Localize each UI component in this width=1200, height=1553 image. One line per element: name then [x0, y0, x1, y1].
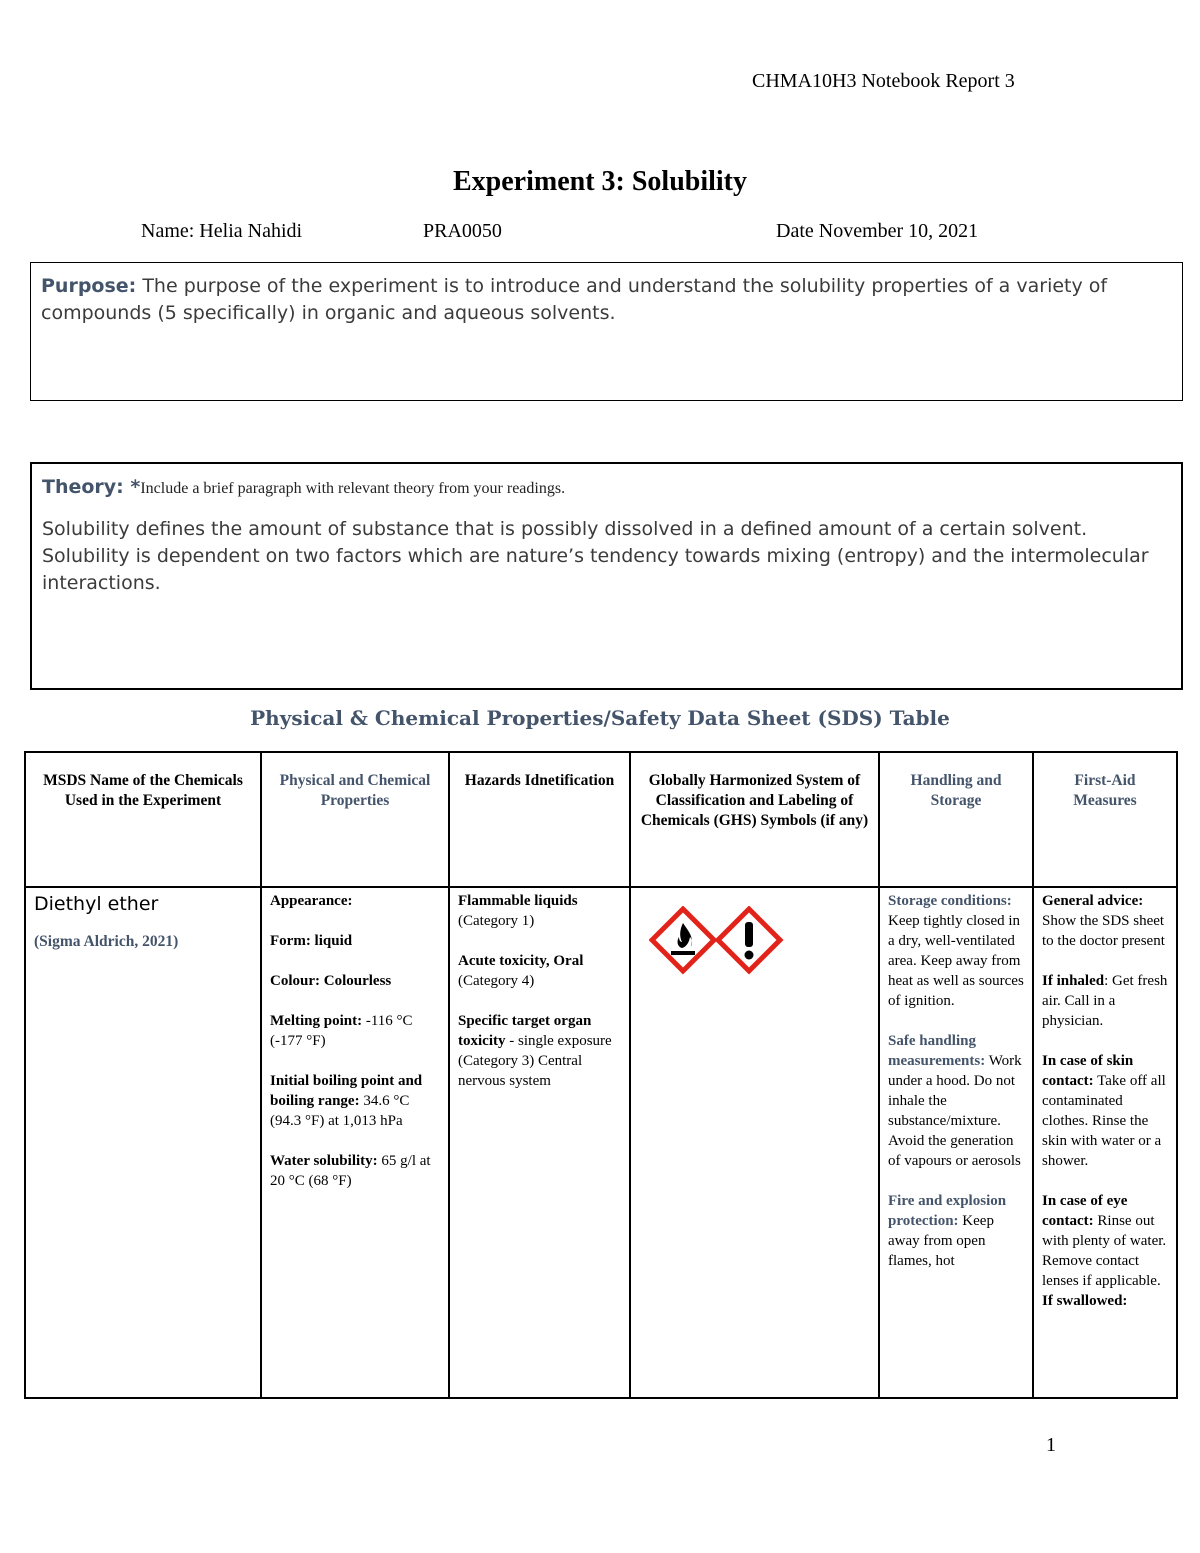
eye-contact: [1042, 1191, 1168, 1291]
header-ghs: Globally Harmonized System of Classification and Labeling of Chemicals (GHS) Symbols (if any): [630, 752, 879, 887]
table-header-row: [25, 752, 1177, 887]
boiling-label: Initial boiling point and boiling range:: [270, 1073, 423, 1109]
student-name: Name: Helia Nahidi: [141, 220, 303, 242]
chemical-name: Diethyl ether: [34, 893, 159, 915]
form-value: Form: liquid: [270, 933, 353, 949]
safe-text: Work under a hood. Do not inhale the substance/mixture. Avoid the generation of vapours or aerosols: [888, 1053, 1022, 1169]
hazard-flammable: [458, 891, 621, 931]
hazard-acute-label: Acute toxicity, Oral: [458, 953, 584, 969]
boiling-point: [270, 1071, 440, 1131]
header-handling: Handling and Storage: [879, 752, 1033, 887]
hazard-organ: [458, 1011, 621, 1091]
fire-protection: [888, 1191, 1024, 1271]
if-swallowed-label: If swallowed:: [1042, 1293, 1128, 1309]
colour-value: Colour: Colourless: [270, 973, 392, 989]
storage-text: Keep tightly closed in a dry, well-ventilated area. Keep away from heat as well as sources of ignition.: [888, 913, 1024, 1009]
citation: (Sigma Aldrich, 2021): [34, 933, 179, 950]
cell-physical: [261, 887, 449, 1398]
hazard-acute: [458, 951, 621, 991]
storage-conditions: [888, 891, 1024, 1011]
table-title: Physical & Chemical Properties/Safety Data Sheet (SDS) Table: [250, 706, 950, 730]
eye-label: In case of eye contact:: [1042, 1193, 1128, 1229]
cell-first-aid: [1033, 887, 1177, 1398]
fire-label: Fire and explosion protection:: [888, 1193, 1007, 1229]
melting-point: [270, 1011, 440, 1051]
ghs-pictograms: [649, 906, 870, 984]
inhaled-label: If inhaled: [1042, 973, 1105, 989]
melting-label: Melting point:: [270, 1013, 363, 1029]
hazard-organ-value: - single exposure (Category 3) Central nervous system: [458, 1033, 612, 1089]
flame-pictogram-icon: [652, 909, 714, 971]
table-row: [25, 887, 1177, 1398]
fire-text: Keep away from open flames, hot: [888, 1213, 994, 1269]
theory-label: Theory: *: [42, 476, 141, 498]
cell-ghs: [630, 887, 879, 1398]
purpose-text: The purpose of the experiment is to introduce and understand the solubility properties of a variety of compounds (5 specifically) in organic and aqueous solvents.: [41, 275, 1108, 324]
sds-table: [24, 751, 1178, 1399]
running-header: CHMA10H3 Notebook Report 3: [752, 70, 1015, 92]
purpose-box: [30, 262, 1183, 401]
section-code: PRA0050: [423, 220, 502, 242]
if-inhaled: [1042, 971, 1168, 1031]
hazard-flammable-value: (Category 1): [458, 913, 535, 929]
skin-label: In case of skin contact:: [1042, 1053, 1134, 1089]
purpose-label: Purpose:: [41, 275, 137, 297]
hazard-flammable-label: Flammable liquids: [458, 893, 578, 909]
header-msds-name: MSDS Name of the Chemicals Used in the Experiment: [25, 752, 261, 887]
skin-contact: [1042, 1051, 1168, 1171]
eye-text: Rinse out with plenty of water. Remove contact lenses if applicable.: [1042, 1213, 1167, 1289]
header-physical: Physical and Chemical Properties: [261, 752, 449, 887]
theory-text: Solubility defines the amount of substance that is possibly dissolved in a defined amount of a certain solvent. Solubility is dependent on two factors which are nature’s tendency towards mixing (entropy) and the intermolecular interactions.: [42, 518, 1149, 594]
safe-handling: [888, 1031, 1024, 1171]
page-number: 1: [1046, 1434, 1056, 1456]
theory-note: Include a brief paragraph with relevant theory from your readings.: [140, 480, 566, 497]
exclamation-pictogram-icon: [718, 909, 780, 971]
general-advice: [1042, 891, 1168, 951]
water-solubility: [270, 1151, 440, 1191]
theory-box: [30, 462, 1183, 690]
cell-chemical: [25, 887, 261, 1398]
skin-text: Take off all contaminated clothes. Rinse the skin with water or a shower.: [1042, 1073, 1166, 1169]
hazard-organ-label: Specific target organ toxicity: [458, 1013, 592, 1049]
melting-value: -116 °C (-177 °F): [270, 1013, 413, 1049]
boiling-value: 34.6 °C (94.3 °F) at 1,013 hPa: [270, 1093, 410, 1129]
report-date: Date November 10, 2021: [776, 220, 979, 242]
water-value: 65 g/l at 20 °C (68 °F): [270, 1153, 431, 1189]
inhaled-text: : Get fresh air. Call in a physician.: [1042, 973, 1168, 1029]
general-label: General advice:: [1042, 893, 1144, 909]
hazard-acute-value: (Category 4): [458, 973, 535, 989]
header-hazards: Hazards Idnetification: [449, 752, 630, 887]
header-first-aid: First-Aid Measures: [1033, 752, 1177, 887]
page-title: Experiment 3: Solubility: [452, 166, 747, 197]
safe-label: Safe handling measurements:: [888, 1033, 986, 1069]
cell-hazards: [449, 887, 630, 1398]
water-label: Water solubility:: [270, 1153, 378, 1169]
cell-handling: [879, 887, 1033, 1398]
general-text: Show the SDS sheet to the doctor present: [1042, 913, 1165, 949]
storage-label: Storage conditions:: [888, 893, 1012, 909]
appearance-label: Appearance:: [270, 893, 353, 909]
